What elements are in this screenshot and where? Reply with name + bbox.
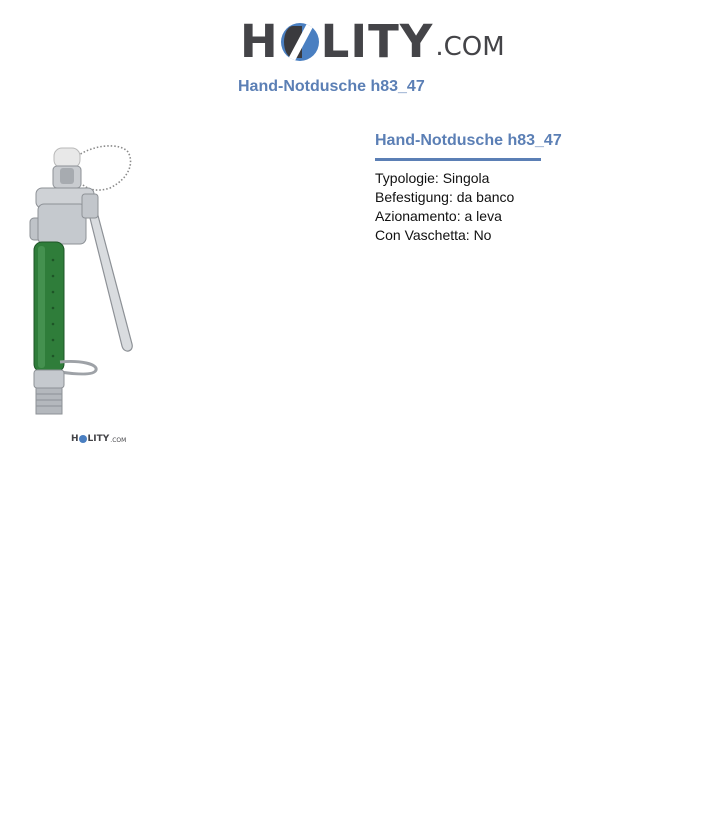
spec-con-vaschetta: Con Vaschetta: No	[375, 227, 492, 243]
logo-o-icon	[281, 23, 319, 61]
product-title: Hand-Notdusche h83_47	[375, 132, 562, 149]
title-underline	[375, 158, 541, 161]
product-details	[375, 131, 695, 245]
spec-azionamento: Azionamento: a leva	[375, 208, 502, 224]
image-watermark-logo	[71, 434, 126, 444]
watermark-o-icon	[79, 435, 87, 443]
logo-wordmark	[240, 15, 434, 68]
page-title: Hand-Notdusche h83_47	[238, 78, 425, 95]
product-image	[20, 138, 150, 430]
holity-logo[interactable]	[240, 12, 505, 68]
logo-domain: .COM	[435, 32, 505, 62]
watermark-domain: .COM	[110, 436, 127, 444]
spec-typologie: Typologie: Singola	[375, 170, 490, 186]
watermark-letters-lity: LITY	[87, 434, 110, 444]
spec-befestigung: Befestigung: da banco	[375, 189, 515, 205]
logo-letter-h: H	[240, 15, 279, 68]
watermark-letter-h: H	[71, 434, 79, 444]
logo-letters-lity: LITY	[320, 15, 434, 68]
